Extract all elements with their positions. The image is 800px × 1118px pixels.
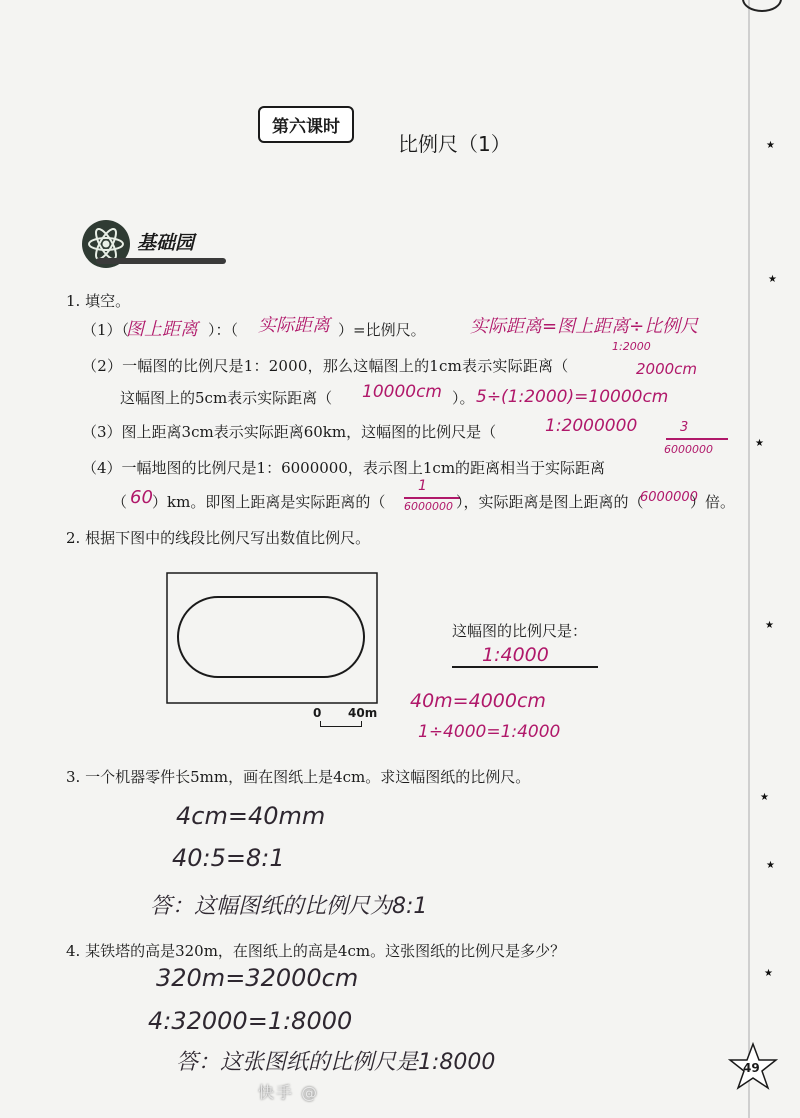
q1-part2-line2-prefix: 这幅图上的5cm表示实际距离（ [120, 389, 333, 407]
q1-part1-note-small: 1:2000 [612, 340, 651, 353]
decorative-star: ★ [768, 274, 777, 285]
q1-part4-end: ）倍。 [690, 493, 736, 511]
q4-work2: 4:32000=1:8000 [148, 1007, 353, 1035]
q1-part3-text: （3）图上距离3cm表示实际距离60km，这幅图的比例尺是（ [82, 423, 497, 441]
q1-part4-blank1: 60 [130, 487, 153, 508]
q1-part1-note: 实际距离=图上距离÷比例尺 [470, 316, 699, 337]
stadium-track [178, 597, 364, 677]
scale-bar [320, 721, 362, 727]
q1-part1-suffix: ）=比例尺。 [338, 321, 426, 339]
decorative-star: ★ [760, 792, 769, 803]
q4-answer: 答：这张图纸的比例尺是1:8000 [176, 1050, 496, 1075]
q1-part4-open: （ [112, 493, 128, 511]
q1-label: 1. 填空。 [66, 292, 131, 310]
scale-zero-label: 0 [313, 706, 322, 720]
q2-work2: 1÷4000=1:4000 [418, 722, 561, 742]
q2-answer-prompt: 这幅图的比例尺是： [452, 622, 588, 640]
scale-length-label: 40m [348, 706, 378, 720]
q2-answer: 1:4000 [482, 644, 549, 666]
decorative-star: ★ [755, 438, 764, 449]
figure-frame [167, 573, 377, 703]
q3-label: 3. 一个机器零件长5mm，画在图纸上是4cm。求这幅图纸的比例尺。 [66, 768, 531, 786]
q1-part3-work-denominator: 6000000 [664, 443, 713, 456]
q2-answer-line [452, 666, 598, 668]
section-underline [96, 258, 226, 264]
q1-part2-line1: （2）一幅图的比例尺是1：2000，那么这幅图上的1cm表示实际距离（ [82, 357, 569, 375]
decorative-star: ★ [766, 860, 775, 871]
q1-part4-fraction-numerator: 1 [418, 478, 427, 494]
decorative-star: ★ [766, 140, 775, 151]
q3-work2: 40:5=8:1 [172, 844, 285, 872]
q1-part3-blank: 1:2000000 [545, 416, 638, 436]
page-edge-line [748, 0, 750, 1118]
q1-part2-line2-suffix: ）。 [452, 389, 475, 407]
lesson-tag: 第六课时 [258, 106, 354, 143]
decorative-star: ★ [764, 968, 773, 979]
q1-part4-fraction-bar [404, 497, 460, 499]
watermark: 快手 @ [258, 1083, 320, 1102]
q1-part2-work: 5÷(1:2000)=10000cm [476, 387, 669, 407]
q1-part3-work-fraction-bar [666, 438, 728, 440]
q4-work1: 320m=32000cm [156, 964, 359, 992]
page-title: 比例尺（1） [398, 132, 511, 156]
stadium-figure [166, 572, 378, 704]
q2-work1: 40m=4000cm [410, 690, 546, 712]
q2-label: 2. 根据下图中的线段比例尺写出数值比例尺。 [66, 529, 371, 547]
q1-part1-blank1: 图上距离 [126, 319, 198, 340]
q1-part4-blank3: 6000000 [640, 490, 698, 505]
q1-part4-mid2: ），实际距离是图上距离的（ [456, 493, 644, 511]
q1-part2-blank2: 10000cm [362, 382, 442, 402]
decorative-star: ★ [765, 620, 774, 631]
q1-part1-prefix: （1）（ [82, 321, 130, 339]
page-number: 49 [743, 1061, 760, 1075]
q3-work1: 4cm=40mm [176, 802, 326, 830]
q1-part4-fraction-denominator: 6000000 [404, 500, 453, 513]
section-name: 基础园 [137, 232, 195, 254]
q1-part1-mid: ）：（ [208, 321, 239, 339]
q1-part4-mid1: ）km。即图上距离是实际距离的（ [152, 493, 386, 511]
q1-part1-blank2: 实际距离 [258, 315, 330, 336]
q3-answer: 答：这幅图纸的比例尺为8:1 [150, 894, 428, 919]
q1-part4-line1: （4）一幅地图的比例尺是1：6000000，表示图上1cm的距离相当于实际距离 [82, 459, 606, 477]
q1-part3-work-numerator: 3 [680, 420, 689, 435]
q4-label: 4. 某铁塔的高是320m，在图纸上的高是4cm。这张图纸的比例尺是多少？ [66, 942, 566, 960]
q1-part2-blank1: 2000cm [636, 360, 698, 378]
